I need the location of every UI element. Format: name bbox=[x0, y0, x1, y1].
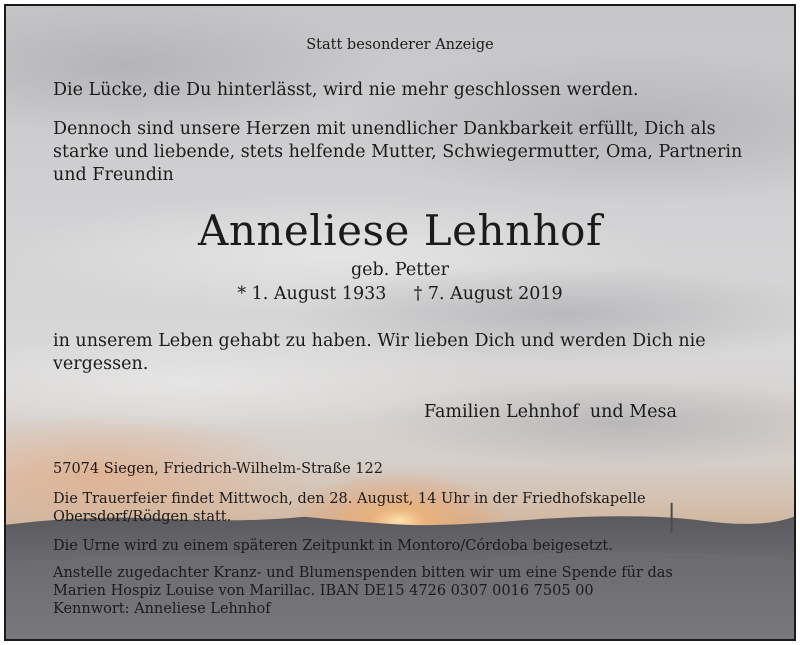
funeral-info-line: Obersdorf/Rödgen statt. bbox=[53, 509, 232, 525]
address: 57074 Siegen, Friedrich-Wilhelm-Straße 122 bbox=[53, 461, 383, 477]
closing-line: in unserem Leben gehabt zu haben. Wir lieben Dich und werden Dich nie bbox=[53, 331, 706, 351]
obituary-notice bbox=[4, 4, 796, 641]
birth-date: * 1. August 1933 bbox=[237, 284, 387, 304]
donation-keyword: Kennwort: Anneliese Lehnhof bbox=[53, 601, 271, 617]
urn-info: Die Urne wird zu einem späteren Zeitpunkt in Montoro/Córdoba beigesetzt. bbox=[53, 538, 613, 554]
closing-line: vergessen. bbox=[53, 354, 149, 374]
life-dates bbox=[6, 283, 794, 306]
deceased-name: Anneliese Lehnhof bbox=[198, 206, 602, 255]
maiden-name: geb. Petter bbox=[350, 260, 450, 280]
intro-paragraph-line: Dennoch sind unsere Herzen mit unendlicher Dankbarkeit erfüllt, Dich als bbox=[53, 119, 716, 139]
donation-line: Anstelle zugedachter Kranz- und Blumenspenden bitten wir um eine Spende für das bbox=[53, 565, 673, 581]
intro-paragraph-line: starke und liebende, stets helfende Mutter, Schwiegermutter, Oma, Partnerin bbox=[53, 142, 743, 162]
intro-line: Die Lücke, die Du hinterlässt, wird nie mehr geschlossen werden. bbox=[53, 80, 639, 100]
intro-paragraph-line: und Freundin bbox=[53, 165, 174, 185]
death-date: † 7. August 2019 bbox=[413, 284, 563, 304]
donation-line: Marien Hospiz Louise von Marillac. IBAN DE15 4726 0307 0016 7505 00 bbox=[53, 583, 594, 599]
notice-kicker: Statt besonderer Anzeige bbox=[306, 37, 494, 53]
family-signature: Familien Lehnhof und Mesa bbox=[424, 402, 677, 422]
funeral-info-line: Die Trauerfeier findet Mittwoch, den 28. August, 14 Uhr in der Friedhofskapelle bbox=[53, 491, 646, 507]
